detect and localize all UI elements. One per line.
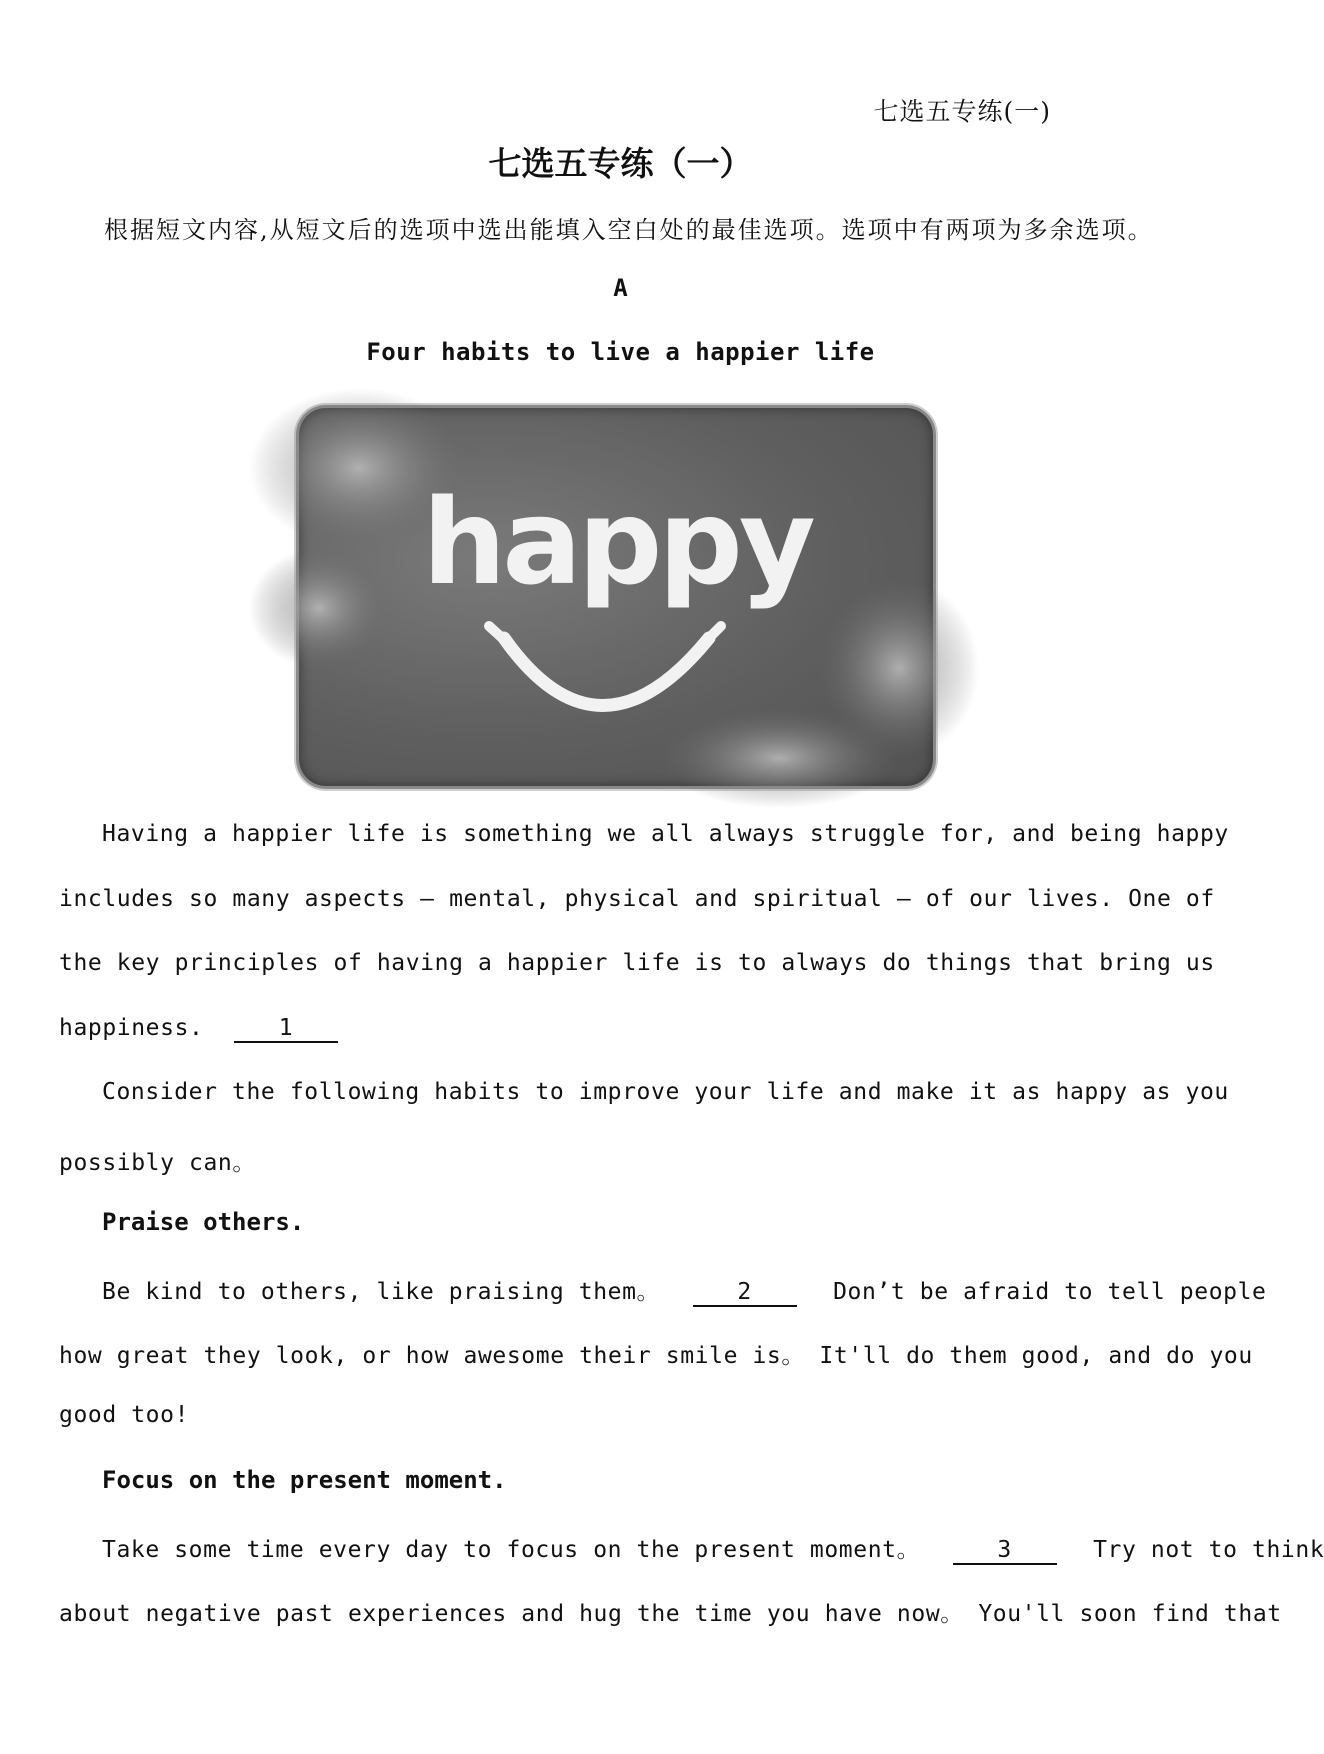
passage-title: Four habits to live a happier life: [366, 338, 875, 366]
paragraph-line: [59, 1015, 338, 1043]
page-title: 七选五专练（一）: [488, 144, 753, 183]
cloud-shape: [249, 548, 389, 668]
paragraph-text: Take some time every day to focus on the present moment。: [102, 1537, 921, 1563]
paragraph-text: happiness.: [59, 1015, 204, 1041]
section-heading: Praise others.: [102, 1208, 305, 1236]
happy-sky-image: [296, 405, 936, 789]
paragraph-line: includes so many aspects — mental, physical and spiritual — of our lives. One of: [59, 886, 1215, 912]
paragraph-line: [102, 1531, 1324, 1565]
instructions: 根据短文内容,从短文后的选项中选出能填入空白处的最佳选项。选项中有两项为多余选项。: [104, 216, 1154, 244]
answer-blank-1[interactable]: 1: [234, 1016, 338, 1043]
section-heading: Focus on the present moment.: [102, 1466, 507, 1494]
section-letter: A: [613, 274, 628, 302]
paragraph-line: about negative past experiences and hug the time you have now。 You'll soon find that: [59, 1601, 1282, 1627]
paragraph-text: Try not to think: [1093, 1537, 1324, 1563]
smile-end-right: [701, 626, 721, 646]
paragraph-line: possibly can。: [59, 1150, 256, 1176]
happy-chalk-text: happy: [422, 473, 812, 611]
answer-blank-3[interactable]: 3: [953, 1538, 1057, 1565]
paragraph-line: Having a happier life is something we all always struggle for, and being happy: [102, 821, 1229, 847]
paragraph-line: how great they look, or how awesome their smile is。 It'll do them good, and do you: [59, 1343, 1253, 1369]
paragraph-line: [102, 1273, 1266, 1307]
answer-blank-2[interactable]: 2: [693, 1280, 797, 1307]
paragraph-line: Consider the following habits to improve your life and make it as happy as you: [102, 1079, 1229, 1105]
paragraph-text: Be kind to others, like praising them。: [102, 1279, 661, 1305]
paragraph-text: Don’t be afraid to tell people: [833, 1279, 1267, 1305]
smile-curve: [504, 638, 709, 706]
smiley-face-icon: [299, 408, 933, 786]
running-header: 七选五专练(一): [873, 97, 1051, 126]
cloud-shape: [659, 708, 899, 808]
paragraph-line: good too!: [59, 1402, 190, 1428]
paragraph-line: the key principles of having a happier life is to always do things that bring us: [59, 950, 1215, 976]
